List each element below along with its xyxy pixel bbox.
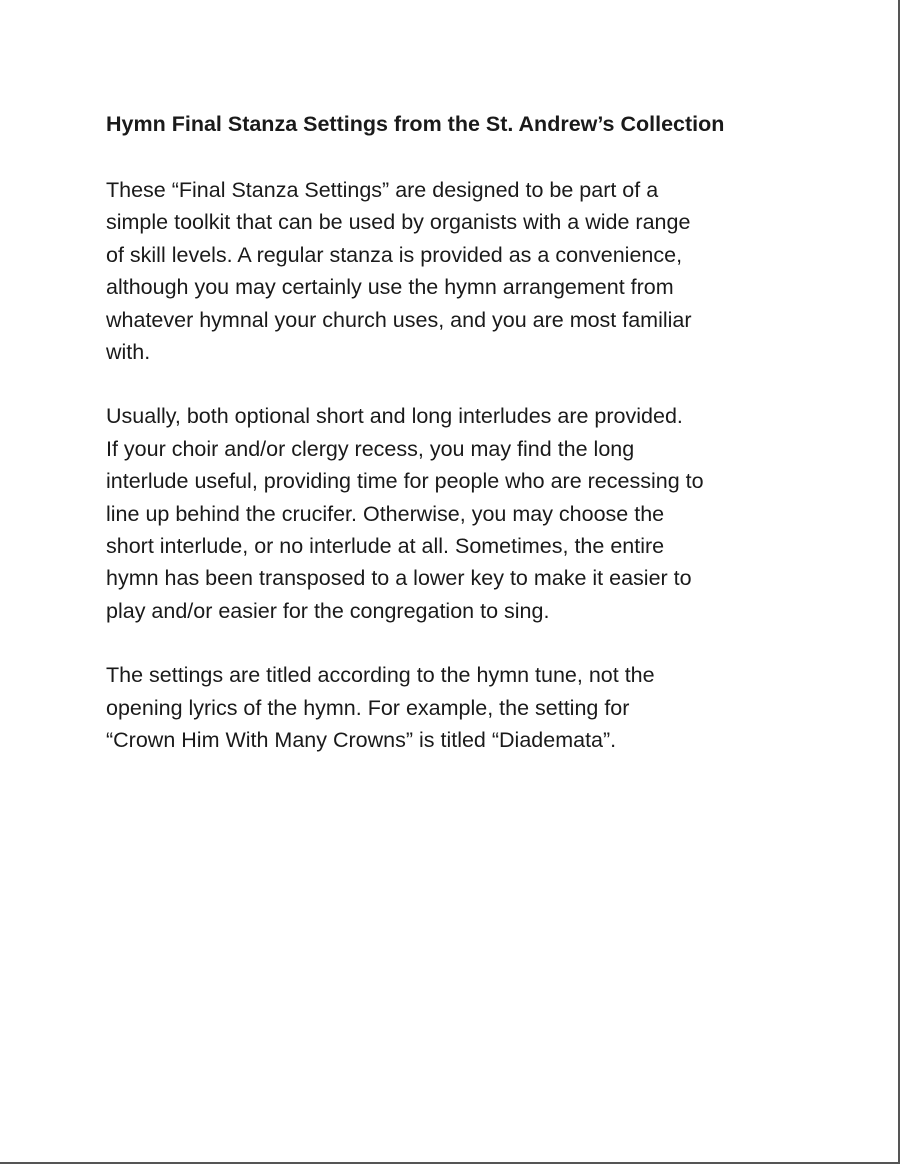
paragraph-line: whatever hymnal your church uses, and you are most familiar xyxy=(106,307,692,332)
document-body xyxy=(106,108,806,789)
paragraph-line: short interlude, or no interlude at all. Sometimes, the entire xyxy=(106,534,665,559)
document-title: Hymn Final Stanza Settings from the St. Andrew’s Collection xyxy=(106,112,725,136)
paragraph-line: line up behind the crucifer. Otherwise, you may choose the xyxy=(106,501,665,526)
paragraph-line: simple toolkit that can be used by organists with a wide range xyxy=(106,210,691,235)
paragraph-line: hymn has been transposed to a lower key to make it easier to xyxy=(106,566,692,591)
paragraph-line: These “Final Stanza Settings” are designed to be part of a xyxy=(106,178,659,202)
paragraph-titling xyxy=(106,659,806,756)
paragraph-line: The settings are titled according to the hymn tune, not the xyxy=(106,663,655,688)
paragraph-line: play and/or easier for the congregation to sing. xyxy=(106,598,550,623)
paragraph-line: If your choir and/or clergy recess, you may find the long xyxy=(106,436,635,461)
paragraph-line: although you may certainly use the hymn arrangement from xyxy=(106,275,674,300)
paragraph-line: Usually, both optional short and long interludes are provided. xyxy=(106,404,683,429)
paragraph-line: opening lyrics of the hymn. For example, the setting for xyxy=(106,695,630,720)
paragraph-line: with. xyxy=(106,340,151,365)
paragraph-line: of skill levels. A regular stanza is provided as a convenience, xyxy=(106,242,683,267)
paragraph-interludes xyxy=(106,400,806,627)
paragraph-line: interlude useful, providing time for people who are recessing to xyxy=(106,469,704,494)
paragraph-intro xyxy=(106,174,806,368)
paragraph-line: “Crown Him With Many Crowns” is titled “Diademata”. xyxy=(106,728,617,753)
